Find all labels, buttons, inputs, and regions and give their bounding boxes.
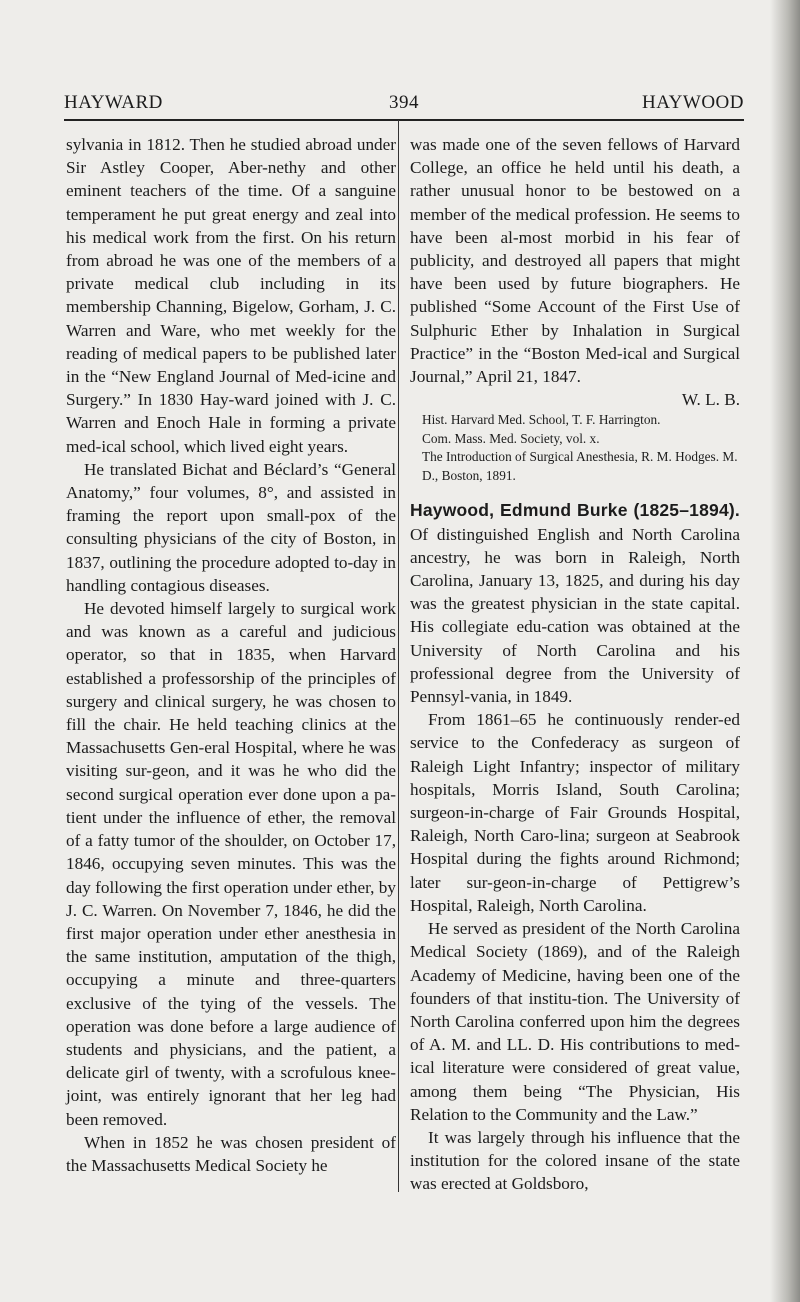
page-edge-shadow [770,0,800,1302]
paragraph: He devoted himself largely to surgical work and was known as a careful and judicious operator, so that in 1835, when Harvard established a professorship of the principles of surgery and clinical surgery, he was chosen to fill the chair. He held teaching clinics at the Massachusetts Gen-eral Hospital, where he was visiting sur-geon, and it was he who did the second surgical operation ever done upon a pa-tient under the influence of ether, the removal of a fatty tumor of the shoulder, on October 17, 1846, occupying seven minutes. This was the day following the first operation under ether, by J. C. Warren. On November 7, 1846, he did the first major operation under ether anesthesia in the same institution, amputation of the thigh, occupying a minute and three-quarters exclusive of the tying of the vessels. The operation was done before a large audience of students and physicians, and the patient, a delicate girl of twenty, with a scrofulous knee-joint, was entirely ignorant that her leg had been removed. [66,599,396,1129]
author-signature: W. L. B. [681,390,740,410]
column-divider [398,120,399,1192]
header-rule [64,119,744,121]
header-left-word: HAYWARD [64,92,163,113]
page-number: 394 [389,92,419,113]
running-header [64,92,744,120]
entry-first-paragraph [410,499,740,708]
paragraph: He translated Bichat and Béclard’s “General Anatomy,” four volumes, 8°, and assisted in framing the report upon small-pox of the consulting physicians of the city of Boston, in 1837, outlining the procedure adopted to-day in handling contagious diseases. [66,459,396,595]
entry-dates: (1825–1894). [627,500,740,521]
references [422,411,740,485]
entry-name: Haywood, Edmund Burke [410,500,628,521]
right-column [410,133,740,1196]
paragraph: When in 1852 he was chosen president of the Massachusetts Medical Society he [66,1132,396,1175]
left-column [66,133,396,1177]
paragraph: It was largely through his influence that the institution for the colored insane of the state was erected at Goldsboro, [410,1127,740,1194]
paragraph: was made one of the seven fellows of Harvard College, an office he held until his death, a rather unusual honor to be bestowed on a member of the medical profession. He seems to have been al-most morbid in his fear of publicity, and destroyed all papers that might have been used by future biographers. He published “Some Account of the First Use of Sulphuric Ether by Inhalation in Surgical Practice” in the “Boston Med-ical and Surgical Journal,” April 21, 1847. [410,135,740,387]
paragraph: He served as president of the North Carolina Medical Society (1869), and of the Raleigh Academy of Medicine, having been one of the founders of that institu-tion. The University of North Carolina conferred upon him the degrees of A. M. and LL. D. His contributions to med-ical literature were considered of great value, among them being “The Physician, His Relation to the Community and the Law.” [410,919,740,1124]
reference-item: The Introduction of Surgical Anesthesia, R. M. Hodges. M. D., Boston, 1891. [422,449,738,483]
entry-intro-text: Of distinguished English and North Carolina ancestry, he was born in Raleigh, North Carolina, January 13, 1825, and during his day was the greatest physician in the state capital. His collegiate edu-cation was obtained at the University of North Carolina and his professional degree from the University of Pennsyl-vania, in 1849. [410,524,740,707]
reference-item: Hist. Harvard Med. School, T. F. Harrington. [422,412,661,428]
reference-item: Com. Mass. Med. Society, vol. x. [422,430,600,446]
header-right-word: HAYWOOD [641,92,744,113]
paragraph: sylvania in 1812. Then he studied abroad under Sir Astley Cooper, Aber-nethy and other eminent teachers of the time. Of a sanguine temperament he put great energy and zeal into his medical work from the first. On his return from abroad he was one of the members of a private medical club including in its membership Channing, Bigelow, Gorham, J. C. Warren and Ware, who met weekly for the reading of medical papers to be published later in the “New England Journal of Med-icine and Surgery.” In 1830 Hay-ward joined with J. C. Warren and Enoch Hale in forming a private med-ical school, which lived eight years. [66,135,396,456]
paragraph: From 1861–65 he continuously render-ed service to the Confederacy as surgeon of Raleigh Light Infantry; inspector of military hospitals, Morris Island, South Carolina; surgeon-in-charge of Fair Grounds Hospital, Raleigh, North Caro-lina; surgeon at Seabrook Hospital during the fights around Richmond; later sur-geon-in-charge of Pettigrew’s Hospital, Raleigh, North Carolina. [410,710,740,915]
